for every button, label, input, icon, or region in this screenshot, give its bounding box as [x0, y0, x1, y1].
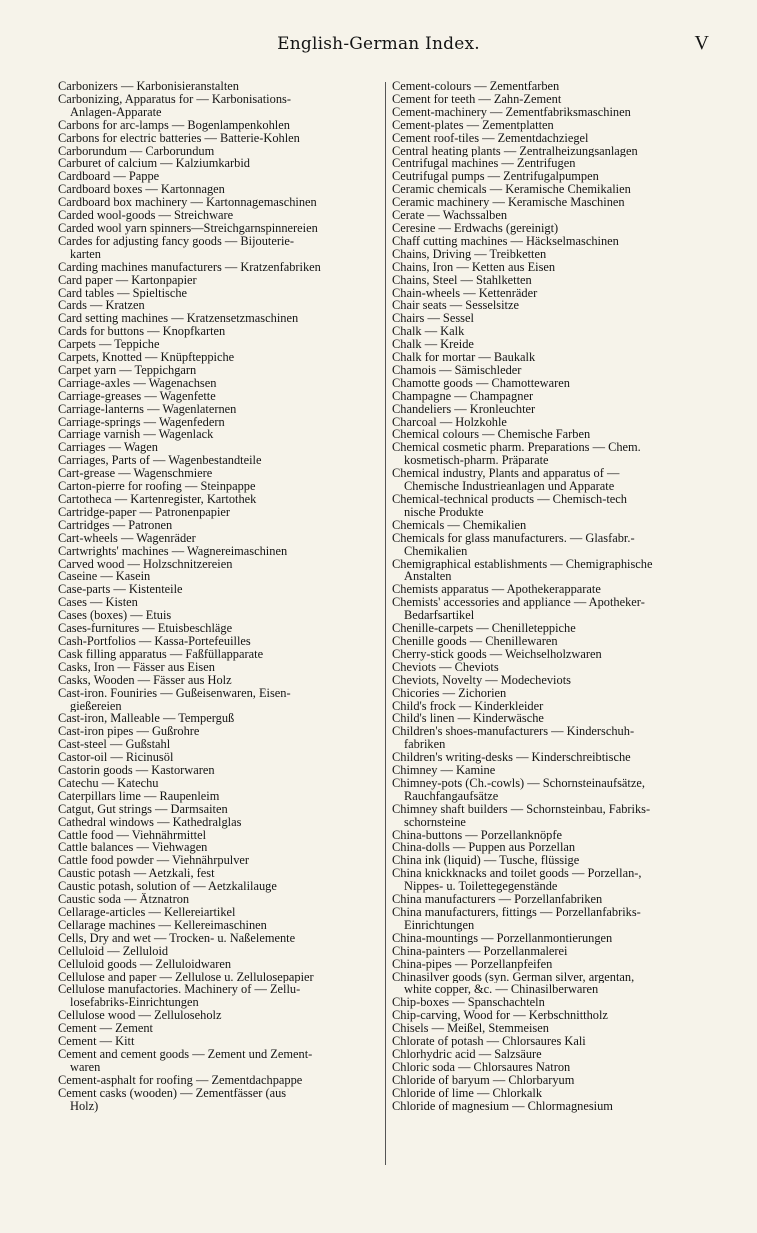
- index-entry: Celluloid — Zelluloid: [58, 944, 169, 958]
- index-entry: China-mountings — Porzellanmontierungen: [392, 931, 613, 945]
- index-entry: Chinasilver goods (syn. German silver, argentan,: [392, 970, 635, 984]
- index-entry: Children's writing-desks — Kinderschreibtische: [392, 751, 631, 765]
- index-entry: Cheviots, Novelty — Modecheviots: [392, 673, 571, 687]
- index-entry: Chemists apparatus — Apothekerapparate: [392, 583, 601, 597]
- index-entry: China-painters — Porzellanmalerei: [392, 944, 568, 958]
- index-entry: Cattle food — Viehnährmittel: [58, 828, 207, 842]
- index-entry: Chandeliers — Kronleuchter: [392, 402, 536, 416]
- index-entry: Carpets, Knotted — Knüpfteppiche: [58, 351, 235, 364]
- index-entry: Casks, Iron — Fässer aus Eisen: [58, 660, 215, 674]
- index-entry: Case-parts — Kistenteile: [58, 583, 183, 597]
- index-entry: Chemical colours — Chemische Farben: [392, 428, 591, 442]
- index-entry: China manufacturers, fittings — Porzellanfabriks-: [392, 906, 641, 919]
- index-entry: Chenille-carpets — Chenilleteppiche: [392, 622, 576, 635]
- page-title: English-German Index.: [277, 34, 480, 54]
- index-entry: Carton-pierre for roofing — Steinpappe: [58, 480, 256, 493]
- index-entry: Chaff cutting machines — Häckselmaschinen: [392, 234, 619, 248]
- index-entry: Carriages — Wagen: [58, 441, 158, 455]
- index-entry: Centrifugal machines — Zentrifugen: [392, 157, 576, 171]
- index-entry: Chloride of magnesium — Chlormagnesium: [392, 1099, 613, 1113]
- index-entry: Chloric soda — Chlorsaures Natron: [392, 1060, 571, 1074]
- index-entry: Carburet of calcium — Kalziumkarbid: [58, 157, 250, 171]
- index-entry: Cathedral windows — Kathedralglas: [58, 815, 242, 829]
- index-entry: Caustic potash — Aetzkali, fest: [58, 867, 215, 881]
- index-entry: Cast-iron. Founiries — Gußeisenwaren, Eisen-: [58, 686, 291, 700]
- index-entry: gießereien: [70, 699, 122, 713]
- index-entry: Chair seats — Sesselsitze: [392, 299, 519, 313]
- index-entry: Chalk — Kreide: [392, 338, 474, 352]
- index-entry: Chloride of lime — Chlorkalk: [392, 1086, 543, 1100]
- index-entry: Carded wool yarn spinners—Streichgarnspinnereien: [58, 221, 318, 235]
- index-entry: Cardboard boxes — Kartonnagen: [58, 183, 225, 197]
- index-entry: Children's shoes-manufacturers — Kinderschuh-: [392, 725, 635, 739]
- index-entry: nische Produkte: [404, 505, 484, 519]
- index-entry: losefabriks-Einrichtungen: [70, 996, 199, 1010]
- index-entry: Carved wood — Holzschnitzereien: [58, 557, 233, 571]
- index-entry: Cement-asphalt for roofing — Zementdachpappe: [58, 1073, 303, 1087]
- index-entry: Cerate — Wachssalben: [392, 209, 508, 222]
- index-entry: Cherry-stick goods — Weichselholzwaren: [392, 647, 602, 661]
- index-entry: Carriages, Parts of — Wagenbestandteile: [58, 454, 262, 468]
- page-header: [0, 28, 757, 62]
- index-entry: Cast-iron pipes — Gußrohre: [58, 725, 200, 739]
- index-entry: waren: [70, 1060, 101, 1074]
- index-entry: Chloride of baryum — Chlorbaryum: [392, 1073, 575, 1087]
- index-entry: Cellulose wood — Zelluloseholz: [58, 1009, 222, 1023]
- index-entry: kosmetisch-pharm. Präparate: [404, 454, 549, 468]
- index-entry: Chains, Driving — Treibketten: [392, 247, 547, 261]
- index-entry: Chalk for mortar — Baukalk: [392, 351, 536, 364]
- left-column: [58, 80, 379, 1113]
- index-entry: Carbonizing, Apparatus for — Karbonisations-: [58, 92, 291, 106]
- index-entry: China-dolls — Puppen aus Porzellan: [392, 841, 576, 855]
- index-entry: Chisels — Meißel, Stemmeisen: [392, 1022, 549, 1036]
- index-entry: Carded wool-goods — Streichware: [58, 209, 234, 222]
- index-entry: Chemical-technical products — Chemisch-tech: [392, 493, 627, 506]
- index-entry: Castor-oil — Ricinusöl: [58, 751, 174, 765]
- index-entry: Carriage varnish — Wagenlack: [58, 428, 214, 442]
- index-entry: Chlorhydric acid — Salzsäure: [392, 1047, 542, 1061]
- index-entry: Cardboard — Pappe: [58, 170, 160, 184]
- index-entry: Cases (boxes) — Etuis: [58, 609, 172, 623]
- index-entry: Cartridge-paper — Patronenpapier: [58, 505, 231, 519]
- index-entry: Chamotte goods — Chamottewaren: [392, 376, 570, 390]
- index-entry: Einrichtungen: [404, 918, 475, 932]
- index-entry: Chemical cosmetic pharm. Preparations — Chem.: [392, 441, 641, 455]
- index-entry: Charcoal — Holzkohle: [392, 415, 507, 429]
- index-entry: Chip-boxes — Spanschachteln: [392, 996, 545, 1010]
- index-entry: Chemikalien: [404, 544, 468, 558]
- index-entry: Cart-wheels — Wagenräder: [58, 531, 196, 545]
- column-divider: [385, 82, 386, 1165]
- index-entry: Cask filling apparatus — Faßfüllapparate: [58, 647, 264, 661]
- index-entry: fabriken: [404, 738, 446, 752]
- index-entry: Holz): [70, 1099, 99, 1113]
- index-entry: Cement roof-tiles — Zementdachziegel: [392, 131, 589, 145]
- index-entry: China ink (liquid) — Tusche, flüssige: [392, 854, 580, 868]
- index-entry: Ceresine — Erdwachs (gereinigt): [392, 221, 559, 235]
- index-entry: Chicories — Zichorien: [392, 686, 507, 700]
- index-entry: Carbons for arc-lamps — Bogenlampenkohlen: [58, 118, 290, 132]
- index-entry: Chimney shaft builders — Schornsteinbau, Fabriks-: [392, 802, 651, 816]
- index-entry: Cellarage machines — Kellereimaschinen: [58, 918, 267, 932]
- index-entry: Celluloid goods — Zelluloidwaren: [58, 957, 232, 971]
- index-entry: Child's linen — Kinderwäsche: [392, 712, 544, 726]
- index-entry: Carriage-lanterns — Wagenlaternen: [58, 402, 237, 416]
- index-entry: Carding machines manufacturers — Kratzenfabriken: [58, 260, 321, 274]
- index-entry: Caterpillars lime — Raupenleim: [58, 789, 220, 803]
- index-entry: Carpet yarn — Teppichgarn: [58, 363, 197, 377]
- index-entry: white copper, &c. — Chinasilberwaren: [404, 983, 599, 997]
- index-entry: Cart-grease — Wagenschmiere: [58, 467, 213, 481]
- index-entry: Carriage-axles — Wagenachsen: [58, 376, 217, 390]
- index-entry: Anstalten: [404, 570, 452, 584]
- index-entry: Cells, Dry and wet — Trocken- u. Naßelemente: [58, 931, 296, 945]
- index-entry: Cartotheca — Kartenregister, Kartothek: [58, 493, 257, 506]
- index-entry: Chemicals for glass manufacturers. — Glasfabr.-: [392, 531, 635, 545]
- index-entry: Champagne — Champagner: [392, 389, 534, 403]
- index-entry: Chenille goods — Chenillewaren: [392, 634, 558, 648]
- index-entry: Cellulose manufactories. Machinery of — Zellu-: [58, 983, 301, 997]
- index-entry: Cases — Kisten: [58, 596, 138, 610]
- index-entry: Chlorate of potash — Chlorsaures Kali: [392, 1035, 586, 1048]
- index-entry: Card paper — Kartonpapier: [58, 273, 197, 287]
- index-entry: Bedarfsartikel: [404, 609, 475, 623]
- index-entry: Carriage-greases — Wagenfette: [58, 389, 216, 403]
- index-entry: Cardboard box machinery — Kartonnagemaschinen: [58, 196, 317, 210]
- index-entry: Ceramic machinery — Keramische Maschinen: [392, 196, 625, 210]
- index-entry: Cardes for adjusting fancy goods — Bijouterie-: [58, 234, 295, 248]
- index-entry: Chalk — Kalk: [392, 325, 465, 339]
- index-entry: Ceutrifugal pumps — Zentrifugalpumpen: [392, 170, 599, 184]
- index-entry: Catechu — Katechu: [58, 776, 159, 790]
- index-entry: Chemische Industrieanlagen und Apparate: [404, 480, 615, 493]
- index-entry: Central heating plants — Zentralheizungsanlagen: [392, 144, 638, 158]
- index-entry: Chemists' accessories and appliance — Apotheker-: [392, 596, 645, 610]
- index-entry: Caustic soda — Ätznatron: [58, 893, 190, 906]
- index-entry: Card setting machines — Kratzensetzmaschinen: [58, 312, 299, 326]
- index-entry: Cartridges — Patronen: [58, 518, 173, 532]
- index-entry: schornsteine: [404, 815, 466, 829]
- index-entry: Cast-iron, Malleable — Temperguß: [58, 712, 235, 726]
- index-entry: Chimney — Kamine: [392, 764, 496, 777]
- index-entry: Rauchfangaufsätze: [404, 789, 499, 803]
- index-entry: Cement-colours — Zementfarben: [392, 80, 560, 93]
- index-entry: Castorin goods — Kastorwaren: [58, 764, 215, 777]
- index-entry: China manufacturers — Porzellanfabriken: [392, 893, 603, 906]
- index-entry: Cement — Kitt: [58, 1035, 135, 1048]
- index-entry: Cellulose and paper — Zellulose u. Zellulosepapier: [58, 970, 314, 984]
- index-entry: Chairs — Sessel: [392, 312, 474, 326]
- index-entry: Cast-steel — Gußstahl: [58, 738, 171, 752]
- index-entry: Cattle balances — Viehwagen: [58, 841, 208, 855]
- page-number: V: [694, 32, 709, 54]
- index-entry: Catgut, Gut strings — Darmsaiten: [58, 802, 228, 816]
- index-entry: Cards for buttons — Knopfkarten: [58, 325, 226, 339]
- index-entry: China-buttons — Porzellanknöpfe: [392, 828, 562, 842]
- index-entry: Chemicals — Chemikalien: [392, 518, 527, 532]
- index-entry: Chimney-pots (Ch.-cowls) — Schornsteinaufsätze,: [392, 776, 645, 790]
- index-entry: China knickknacks and toilet goods — Porzellan-,: [392, 867, 642, 881]
- index-entry: Cement-plates — Zementplatten: [392, 118, 554, 132]
- index-entry: Casks, Wooden — Fässer aus Holz: [58, 673, 232, 687]
- index-entry: Anlagen-Apparate: [70, 105, 162, 119]
- index-entry: Child's frock — Kinderkleider: [392, 699, 544, 713]
- index-entry: Carriage-springs — Wagenfedern: [58, 415, 225, 429]
- index-entry: Chip-carving, Wood for — Kerbschnittholz: [392, 1009, 608, 1023]
- index-entry: Ceramic chemicals — Keramische Chemikalien: [392, 183, 631, 197]
- index-entry: Cement casks (wooden) — Zementfässer (aus: [58, 1086, 287, 1100]
- index-entry: Cheviots — Cheviots: [392, 660, 499, 674]
- index-entry: Cards — Kratzen: [58, 299, 145, 313]
- index-entry: Cases-furnitures — Etuisbeschläge: [58, 622, 233, 635]
- index-entry: Carbonizers — Karbonisieranstalten: [58, 80, 239, 93]
- index-entry: Cash-Portfolios — Kassa-Portefeuilles: [58, 634, 251, 648]
- index-entry: Cartwrights' machines — Wagnereimaschinen: [58, 544, 288, 558]
- index-entry: Carbons for electric batteries — Batterie-Kohlen: [58, 131, 300, 145]
- index-entry: Cattle food powder — Viehnährpulver: [58, 854, 250, 868]
- index-entry: Carborundum — Carborundum: [58, 144, 215, 158]
- index-entry: Chains, Steel — Stahlketten: [392, 273, 532, 287]
- index-entry: Caustic potash, solution of — Aetzkalilauge: [58, 880, 277, 894]
- index-entry: China-pipes — Porzellanpfeifen: [392, 957, 553, 971]
- index-entry: Chamois — Sämischleder: [392, 363, 522, 377]
- index-entry: Cement for teeth — Zahn-Zement: [392, 92, 562, 106]
- index-entry: Card tables — Spieltische: [58, 286, 188, 300]
- index-entry: Caseine — Kasein: [58, 570, 151, 584]
- index-entry: Cement and cement goods — Zement und Zement-: [58, 1047, 313, 1061]
- index-entry: Cellarage-articles — Kellereiartikel: [58, 906, 236, 919]
- index-entry: Carpets — Teppiche: [58, 338, 160, 352]
- index-entry: karten: [70, 247, 101, 261]
- index-entry: Chains, Iron — Ketten aus Eisen: [392, 260, 556, 274]
- index-entry: Cement — Zement: [58, 1022, 153, 1036]
- index-entry: Nippes- u. Toilettegegenstände: [404, 880, 558, 894]
- index-entry: Cement-machinery — Zementfabriksmaschinen: [392, 105, 631, 119]
- index-entry: Chemigraphical establishments — Chemigraphische: [392, 557, 653, 571]
- index-entry: Chemical industry, Plants and apparatus of —: [392, 467, 620, 481]
- index-entry: Chain-wheels — Kettenräder: [392, 286, 538, 300]
- right-column: [392, 80, 710, 1113]
